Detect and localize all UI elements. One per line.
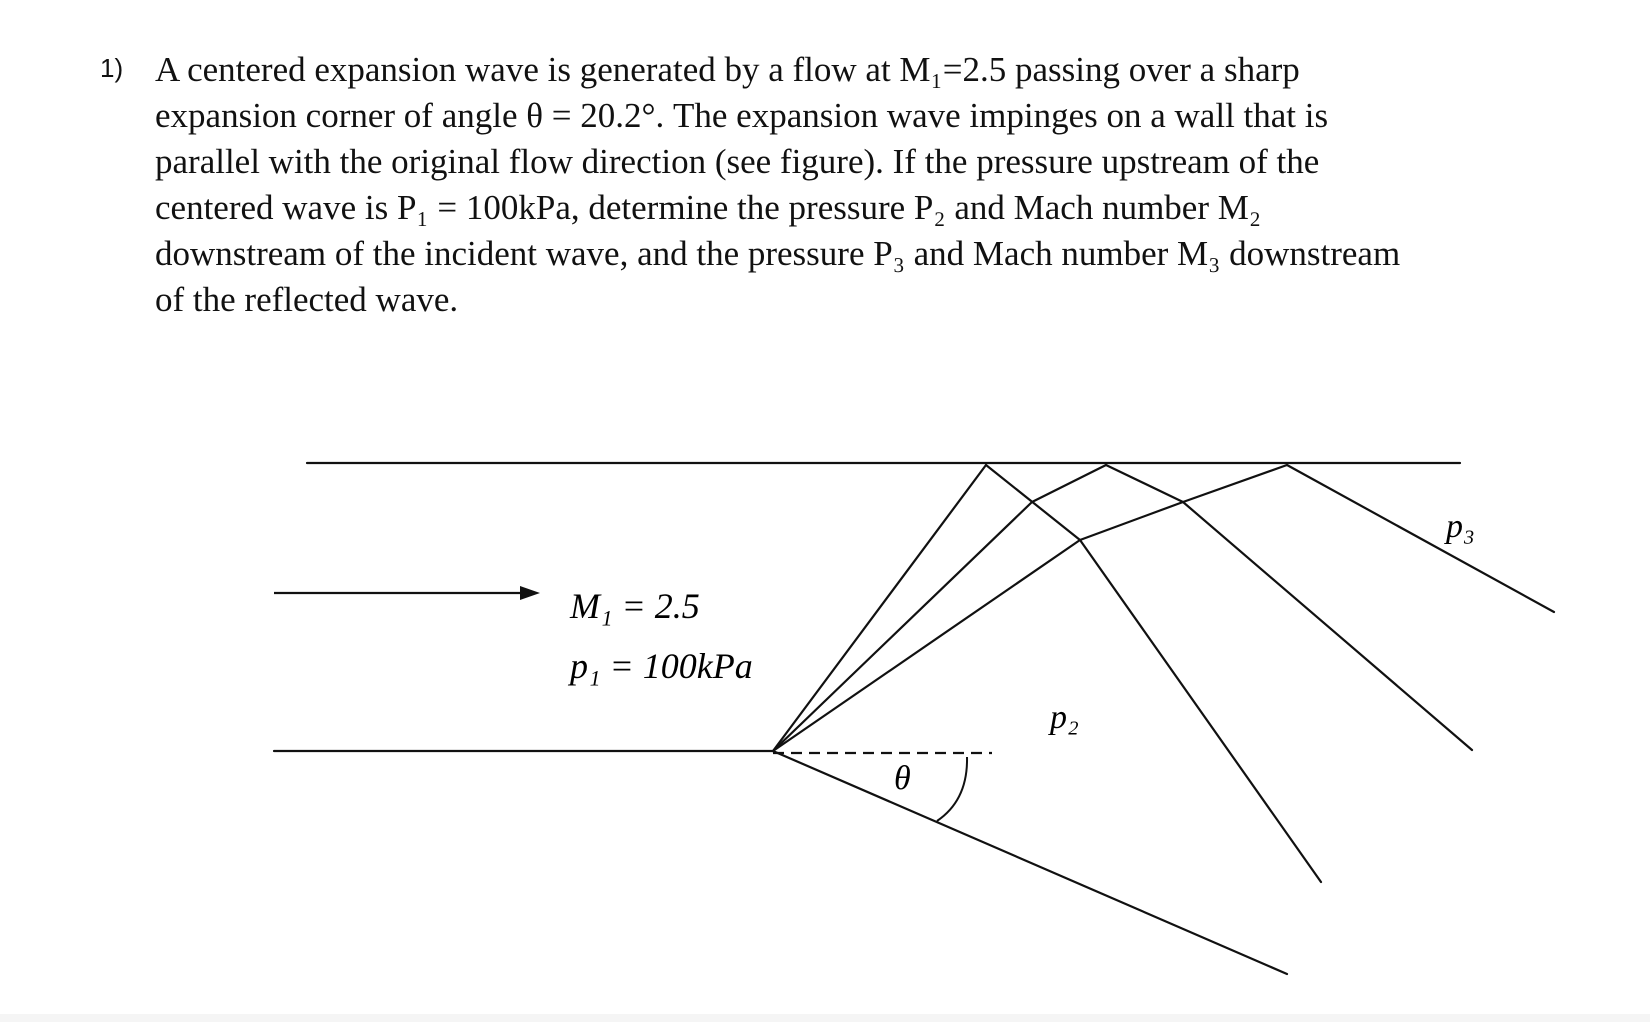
problem-line-6: of the reflected wave. <box>155 280 459 319</box>
region3-label: p₃ <box>1446 508 1475 545</box>
reflected-wave-4 <box>1183 502 1472 750</box>
problem-line-5: downstream of the incident wave, and the pressure P₃ and Mach number M₃ downstream <box>155 234 1401 273</box>
problem-line-4: centered wave is P₁ = 100kPa, determine the pressure P₂ and Mach number M₂ <box>155 188 1262 227</box>
reflected-wave-3 <box>1080 540 1321 882</box>
incident-wave-3 <box>773 540 1080 751</box>
interaction-wave-b <box>1080 502 1183 540</box>
pressure-label: p₁ = 100kPa <box>570 646 753 686</box>
reflected-wave-5 <box>1287 465 1554 612</box>
reflected-wave-2 <box>1106 465 1183 502</box>
incident-wave-1 <box>773 465 986 751</box>
interaction-wave-a <box>1032 465 1106 502</box>
flow-arrow <box>274 586 540 600</box>
problem-line-1: A centered expansion wave is generated by a flow at M₁=2.5 passing over a sharp <box>155 50 1300 89</box>
problem-number: 1) <box>100 53 124 83</box>
flow-arrow-head-icon <box>520 586 540 600</box>
interaction-wave-c <box>1183 465 1287 502</box>
bottom-strip <box>0 1014 1650 1022</box>
incident-wave-2 <box>773 502 1032 751</box>
angle-arc <box>937 757 967 821</box>
mach-label: M₁ = 2.5 <box>570 586 700 626</box>
region2-label: p₂ <box>1050 699 1079 736</box>
problem-line-2: expansion corner of angle θ = 20.2°. The expansion wave impinges on a wall that is <box>155 96 1329 135</box>
angle-label: θ <box>894 760 911 797</box>
problem-line-3: parallel with the original flow direction (see figure). If the pressure upstream of the <box>155 142 1320 181</box>
deflected-wall <box>773 751 1287 974</box>
